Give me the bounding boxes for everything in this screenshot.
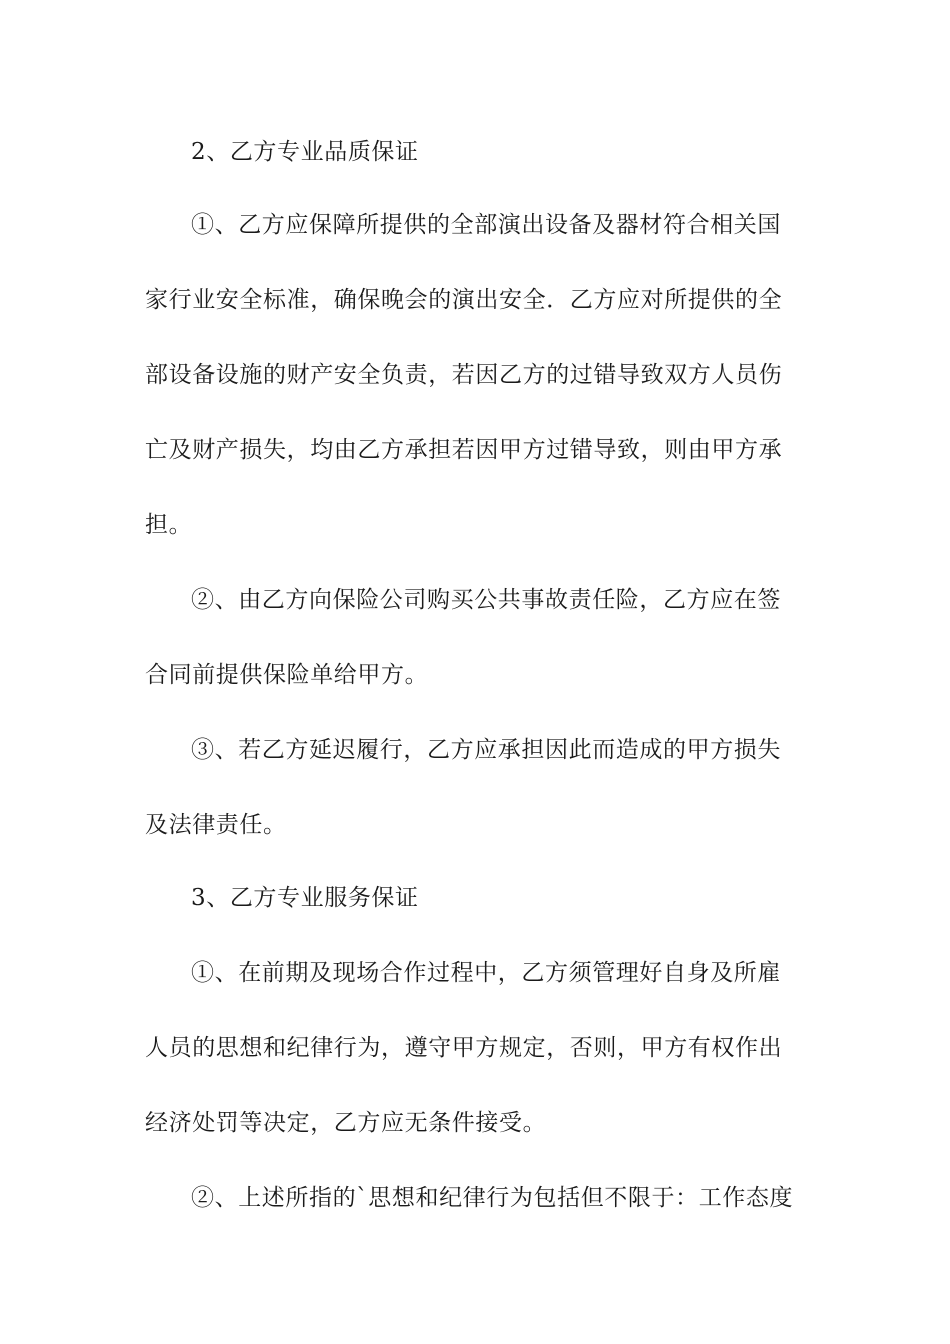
paragraph-line: 合同前提供保险单给甲方。 (145, 662, 429, 688)
paragraph-line: ②、由乙方向保险公司购买公共事故责任险，乙方应在签 (191, 587, 781, 613)
paragraph-line: 家行业安全标准，确保晚会的演出安全．乙方应对所提供的全 (145, 287, 783, 313)
paragraph-line: ③、若乙方延迟履行，乙方应承担因此而造成的甲方损失 (191, 737, 781, 763)
paragraph-line: ①、在前期及现场合作过程中，乙方须管理好自身及所雇 (191, 960, 781, 986)
paragraph-line: 人员的思想和纪律行为，遵守甲方规定，否则，甲方有权作出 (145, 1035, 783, 1061)
paragraph-line: ②、上述所指的`思想和纪律行为包括但不限于：工作态度 (191, 1185, 794, 1211)
paragraph-line: 亡及财产损失，均由乙方承担若因甲方过错导致，则由甲方承 (145, 437, 783, 463)
paragraph-line: 及法律责任。 (145, 812, 287, 838)
paragraph-line: 部设备设施的财产安全负责，若因乙方的过错导致双方人员伤 (145, 362, 783, 388)
paragraph-line: 担。 (145, 512, 193, 538)
section-heading: 3、乙方专业服务保证 (191, 885, 419, 911)
paragraph-line: ①、乙方应保障所提供的全部演出设备及器材符合相关国 (191, 212, 781, 238)
paragraph-line: 经济处罚等决定，乙方应无条件接受。 (145, 1110, 547, 1136)
section-heading: 2、乙方专业品质保证 (191, 139, 419, 165)
